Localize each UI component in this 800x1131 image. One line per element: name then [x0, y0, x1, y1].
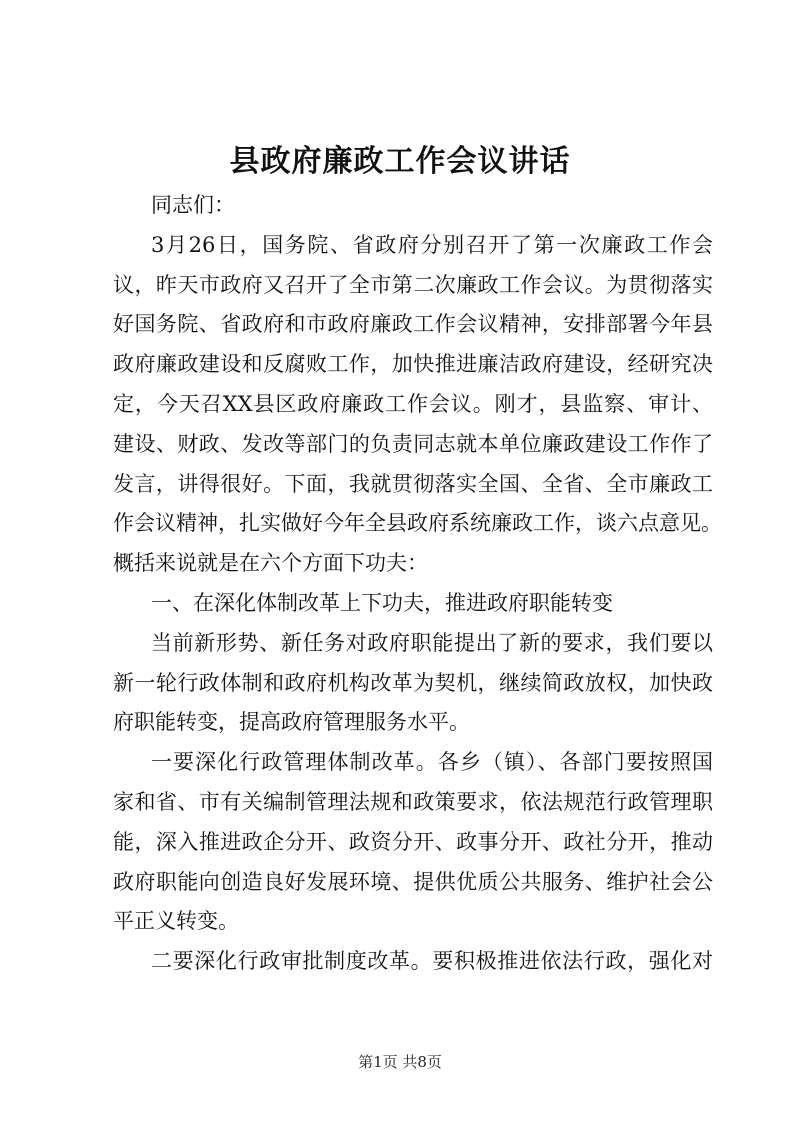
text-line: 家和省、市有关编制管理法规和政策要求，依法规范行政管理职: [113, 789, 713, 814]
page-title: 县政府廉政工作会议讲话: [229, 144, 571, 179]
text-line: 好国务院、省政府和市政府廉政工作会议精神，安排部署今年县: [113, 312, 713, 337]
text-line: 建设、财政、发改等部门的负责同志就本单位廉政建设工作作了: [113, 431, 713, 456]
text-line: 作会议精神，扎实做好今年全县政府系统廉政工作，谈六点意见。: [113, 511, 722, 536]
text-line: 议，昨天市政府又召开了全市第二次廉政工作会议。为贯彻落实: [113, 272, 713, 297]
page-footer: 第1页 共8页: [358, 1053, 442, 1071]
text-line: 3月26日，国务院、省政府分别召开了第一次廉政工作会: [151, 232, 713, 257]
text-line: 概括来说就是在六个方面下功夫：: [113, 551, 428, 576]
document-body: [113, 186, 722, 982]
text-line: 府职能转变，提高政府管理服务水平。: [113, 710, 470, 735]
text-line: 当前新形势、新任务对政府职能提出了新的要求，我们要以: [151, 630, 713, 655]
text-line: 平正义转变。: [113, 909, 239, 934]
text-line: 一要深化行政管理体制改革。各乡（镇）、各部门要按照国: [151, 750, 713, 775]
section-heading: 一、在深化体制改革上下功夫，推进政府职能转变: [151, 590, 613, 615]
text-line: 政府廉政建设和反腐败工作，加快推进廉洁政府建设，经研究决: [113, 352, 713, 377]
text-line: 发言，讲得很好。下面，我就贯彻落实全国、全省、全市廉政工: [113, 471, 713, 496]
text-line: 同志们：: [151, 193, 235, 217]
text-line: 政府职能向创造良好发展环境、提供优质公共服务、维护社会公: [113, 869, 713, 894]
text-line: 新一轮行政体制和政府机构改革为契机，继续简政放权，加快政: [113, 670, 713, 695]
text-line: 定，今天召XX县区政府廉政工作会议。刚才，县监察、审计、: [113, 391, 713, 416]
text-line: 能，深入推进政企分开、政资分开、政事分开、政社分开，推动: [113, 829, 713, 854]
text-line: 二要深化行政审批制度改革。要积极推进依法行政，强化对: [151, 949, 713, 974]
